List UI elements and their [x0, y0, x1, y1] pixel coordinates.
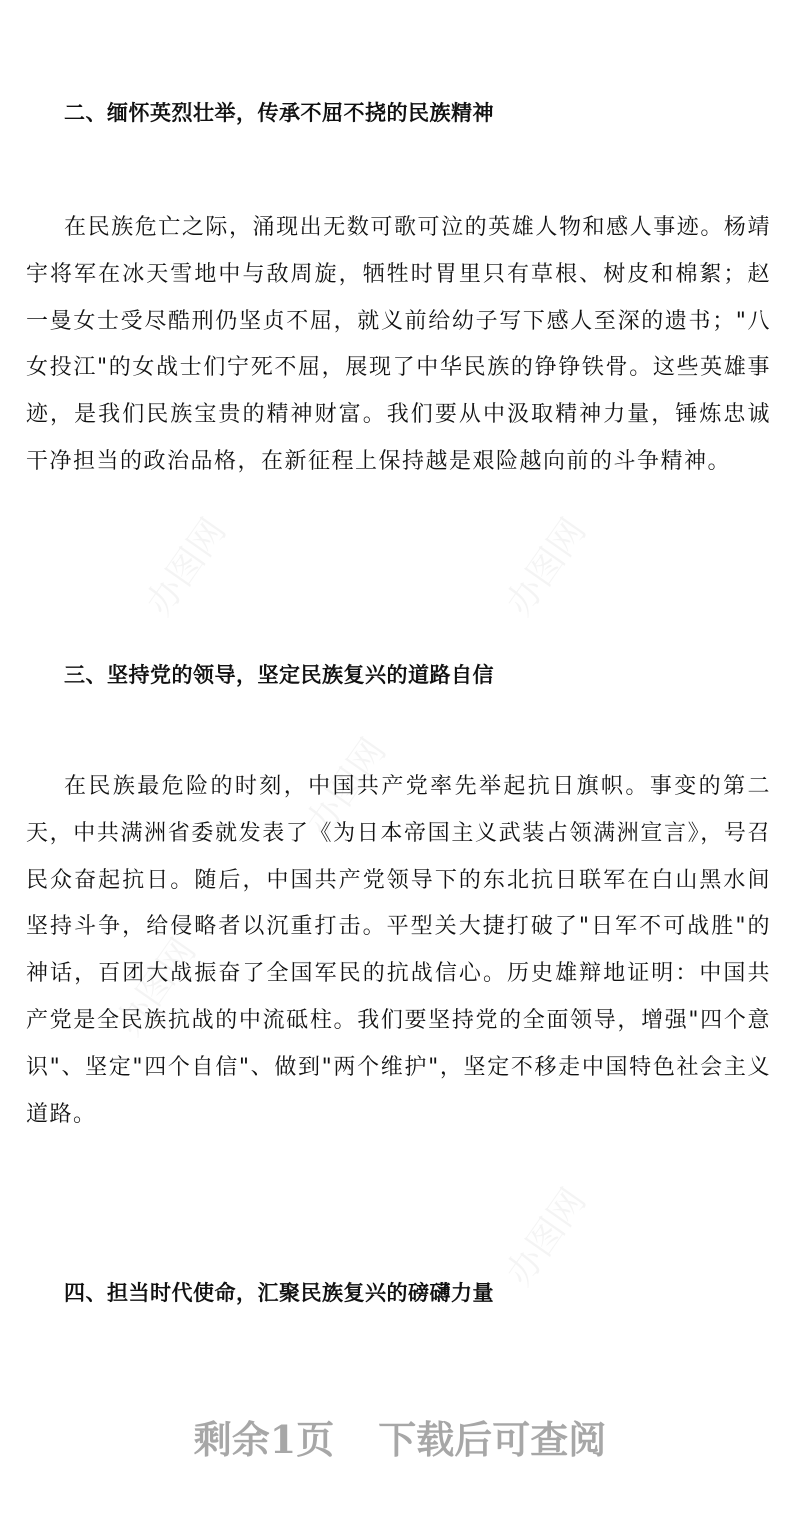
- download-prompt[interactable]: [0, 1410, 800, 1470]
- download-to-view-text[interactable]: 下载后可查阅: [378, 1417, 607, 1462]
- section-heading-3: 三、坚持党的领导，坚定民族复兴的道路自信: [64, 663, 494, 687]
- watermark: [132, 507, 236, 625]
- section-paragraph-3: 在民族最危险的时刻，中国共产党率先举起抗日旗帜。事变的第二天，中共满洲省委就发表了《为日本帝国主义武装占领满洲宣言》，号召民众奋起抗日。随后，中国共产党领导下的东北抗日联军在白山黑水间坚持斗争，给侵略者以沉重打击。平型关大捷打破了"日军不可战胜"的神话，百团大战振奋了全国军民的抗战信心。历史雄辩地证明：中国共产党是全民族抗战的中流砥柱。我们要坚持党的全面领导，增强"四个意识"、坚定"四个自信"、做到"两个维护"，坚定不移走中国特色社会主义道路。: [26, 774, 771, 1127]
- remaining-pages-text: 剩余1页: [193, 1417, 335, 1462]
- section-heading-2: 二、缅怀英烈壮举，传承不屈不挠的民族精神: [64, 101, 494, 125]
- watermark: [492, 507, 596, 625]
- section-heading-4: 四、担当时代使命，汇聚民族复兴的磅礴力量: [64, 1281, 494, 1305]
- watermark: [492, 1177, 596, 1295]
- section-paragraph-2: 在民族危亡之际，涌现出无数可歌可泣的英雄人物和感人事迹。杨靖宇将军在冰天雪地中与敌周旋，牺牲时胃里只有草根、树皮和棉絮；赵一曼女士受尽酷刑仍坚贞不屈，就义前给幼子写下感人至深的遗书；"八女投江"的女战士们宁死不屈，展现了中华民族的铮铮铁骨。这些英雄事迹，是我们民族宝贵的精神财富。我们要从中汲取精神力量，锤炼忠诚干净担当的政治品格，在新征程上保持越是艰险越向前的斗争精神。: [26, 215, 771, 474]
